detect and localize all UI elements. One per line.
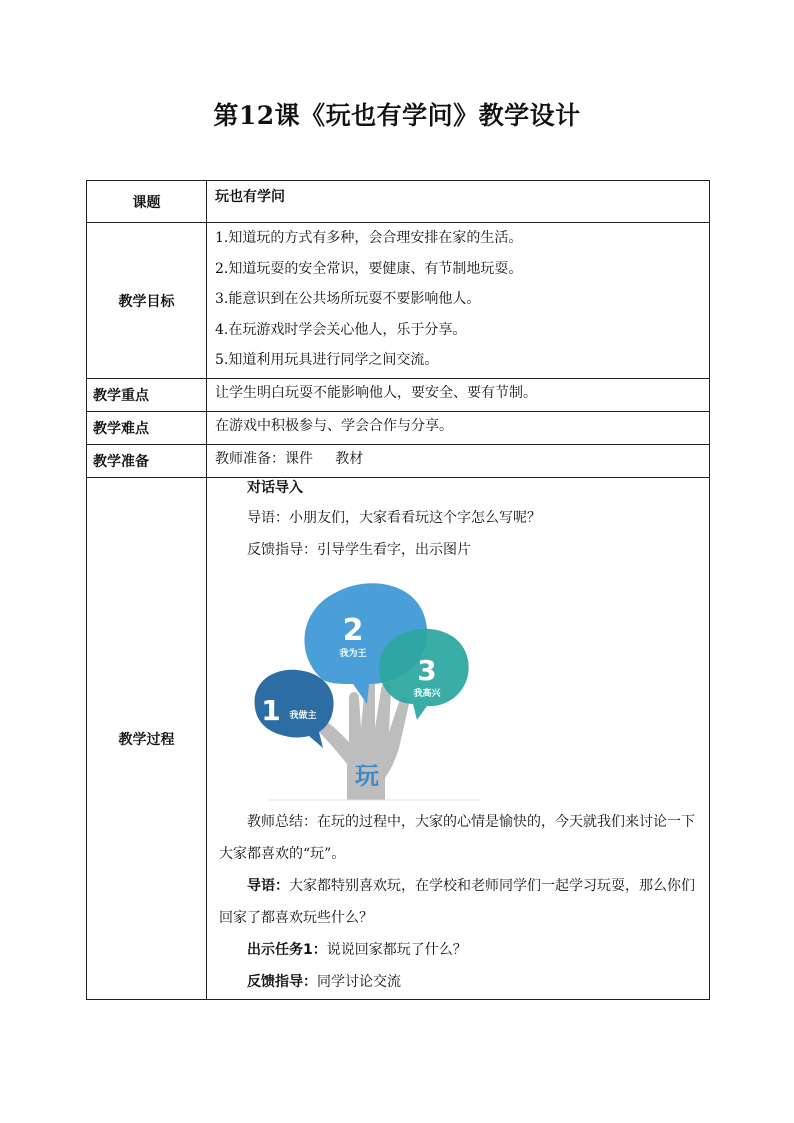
task-label: 出示任务1： — [247, 942, 327, 958]
topic-cell — [207, 181, 710, 223]
topic-label: 课题 — [87, 181, 207, 223]
objective-item: 4.在玩游戏时学会关心他人，乐于分享。 — [215, 321, 467, 338]
summary-text: 教师总结：在玩的过程中，大家的心情是愉快的，今天就我们来讨论一下大家都喜欢的“玩”。 — [219, 814, 695, 862]
bubble-1-text: 我做主 — [289, 711, 317, 721]
process-cell — [207, 478, 710, 1000]
row-process — [87, 478, 710, 1000]
lesson-plan-table — [86, 180, 710, 1000]
feedback-text: 反馈指导：引导学生看字，出示图片 — [247, 542, 471, 558]
play-hand-illustration — [249, 572, 489, 804]
guide-text: 大家都特别喜欢玩，在学校和老师同学们一起学习玩耍，那么你们回家了都喜欢玩些什么？ — [219, 878, 695, 926]
preparation-value: 教师准备：课件 教材 — [215, 451, 364, 467]
bubble-2-number: 2 — [342, 613, 364, 648]
hand-character: 玩 — [355, 762, 379, 790]
objective-item: 1.知道玩的方式有多种，会合理安排在家的生活。 — [215, 230, 523, 246]
feedback2-text: 同学讨论交流 — [317, 974, 401, 990]
row-key-points — [87, 379, 710, 412]
feedback2-paragraph — [219, 966, 699, 998]
preparation-label: 教学准备 — [87, 445, 207, 478]
objective-item: 3.能意识到在公共场所玩耍不要影响他人。 — [215, 291, 481, 308]
difficulties-value: 在游戏中积极参与、学会合作与分享。 — [215, 418, 453, 434]
key-points-value: 让学生明白玩耍不能影响他人，要安全、要有节制。 — [215, 385, 537, 401]
row-objectives — [87, 223, 710, 379]
row-difficulties — [87, 412, 710, 445]
bubble-3-text: 我高兴 — [413, 689, 441, 699]
page-title: 第12课《玩也有学问》教学设计 — [213, 101, 581, 130]
key-points-label: 教学重点 — [87, 379, 207, 412]
difficulties-cell — [207, 412, 710, 445]
play-hand-svg — [249, 572, 489, 804]
bubble-3-number: 3 — [417, 654, 437, 687]
bubble-1 — [255, 670, 334, 748]
feedback2-label: 反馈指导： — [247, 974, 317, 990]
process-heading: 对话导入 — [247, 480, 303, 496]
bubble-2-text: 我为王 — [339, 649, 367, 659]
task-text: 说说回家都玩了什么？ — [326, 942, 467, 958]
objectives-cell — [207, 223, 710, 379]
key-points-cell — [207, 379, 710, 412]
objective-item: 2.知道玩耍的安全常识，要健康、有节制地玩耍。 — [215, 260, 523, 277]
bubble-3 — [379, 629, 469, 720]
task-paragraph — [219, 934, 699, 966]
process-label: 教学过程 — [87, 478, 207, 1000]
bubble-1-number: 1 — [261, 694, 281, 727]
preparation-cell — [207, 445, 710, 478]
guide-paragraph — [219, 870, 699, 934]
lead-in-text: 导语：小朋友们，大家看看玩这个字怎么写呢？ — [247, 510, 541, 526]
objectives-label: 教学目标 — [87, 223, 207, 379]
row-preparation — [87, 445, 710, 478]
guide-label: 导语： — [247, 878, 289, 894]
difficulties-label: 教学难点 — [87, 412, 207, 445]
topic-value: 玩也有学问 — [215, 189, 285, 205]
objective-item: 5.知道利用玩具进行同学之间交流。 — [215, 352, 439, 369]
process-content — [207, 478, 709, 998]
row-topic — [87, 181, 710, 223]
